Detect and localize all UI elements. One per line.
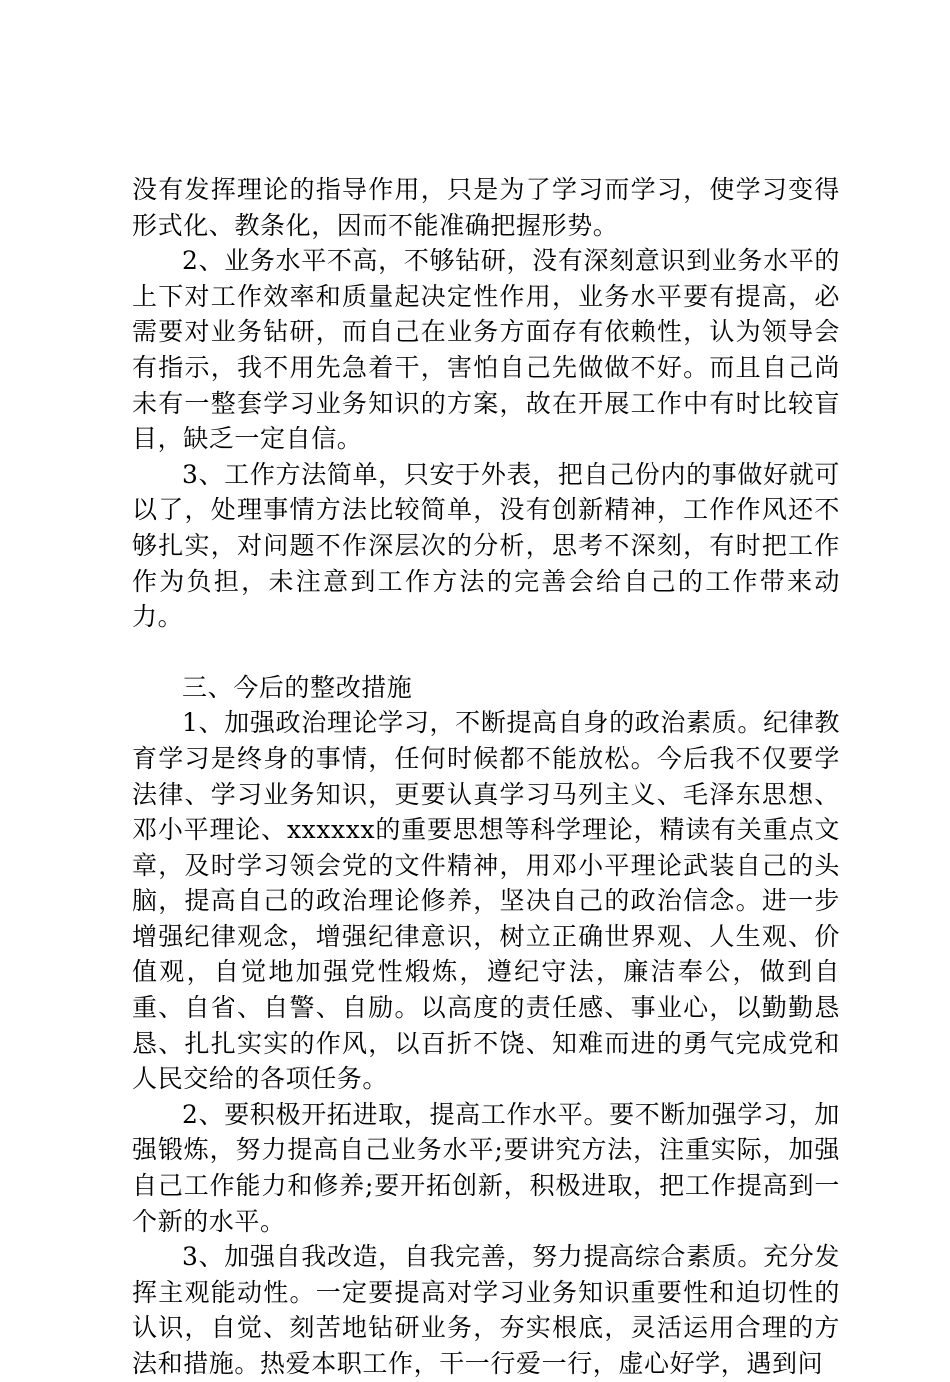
measure-item-1: 1、加强政治理论学习，不断提高自身的政治素质。纪律教育学习是终身的事情，任何时候都不能放松。今后我不仅要学法律、学习业务知识，更要认真学习马列主义、毛泽东思想、邓小平理论、xxxxxx的重要思想等科学理论，精读有关重点文章，及时学习领会党的文件精神，用邓小平理论武装自己的头脑，提高自己的政治理论修养，坚决自己的政治信念。进一步增强纪律观念，增强纪律意识，树立正确世界观、人生观、价值观，自觉地加强党性煅炼，遵纪守法，廉洁奉公，做到自重、自省、自警、自励。以高度的责任感、事业心，以勤勤恳恳、扎扎实实的作风，以百折不饶、知难而进的勇气完成党和人民交给的各项任务。 [132,708,840,1094]
paragraph-item-2: 2、业务水平不高，不够钻研，没有深刻意识到业务水平的上下对工作效率和质量起决定性作用，业务水平要有提高，必需要对业务钻研，而自己在业务方面存有依赖性，认为领导会有指示，我不用先急着干，害怕自己先做做不好。而且自己尚未有一整套学习业务知识的方案，故在开展工作中有时比较盲目，缺乏一定自信。 [132,246,840,454]
section-heading: 三、今后的整改措施 [182,672,413,702]
measure-item-2: 2、要积极开拓进取，提高工作水平。要不断加强学习，加强锻炼，努力提高自己业务水平;要讲究方法，注重实际，加强自己工作能力和修养;要开拓创新，积极进取，把工作提高到一个新的水平。 [132,1099,840,1236]
paragraph-continuation: 没有发挥理论的指导作用，只是为了学习而学习，使学习变得形式化、教条化，因而不能准确把握形势。 [132,175,840,240]
document-page [132,172,840,1382]
measure-item-3: 3、加强自我改造，自我完善，努力提高综合素质。充分发挥主观能动性。一定要提高对学习业务知识重要性和迫切性的认识，自觉、刻苦地钻研业务，夯实根底，灵活运用合理的方法和措施。热爱本职工作，干一行爱一行，虚心好学，遇到问 [132,1242,840,1378]
paragraph-item-3: 3、工作方法简单，只安于外表，把自己份内的事做好就可以了，处理事情方法比较简单，没有创新精神，工作作风还不够扎实，对问题不作深层次的分析，思考不深刻，有时把工作作为负担，未注意到工作方法的完善会给自己的工作带来动力。 [132,459,840,632]
